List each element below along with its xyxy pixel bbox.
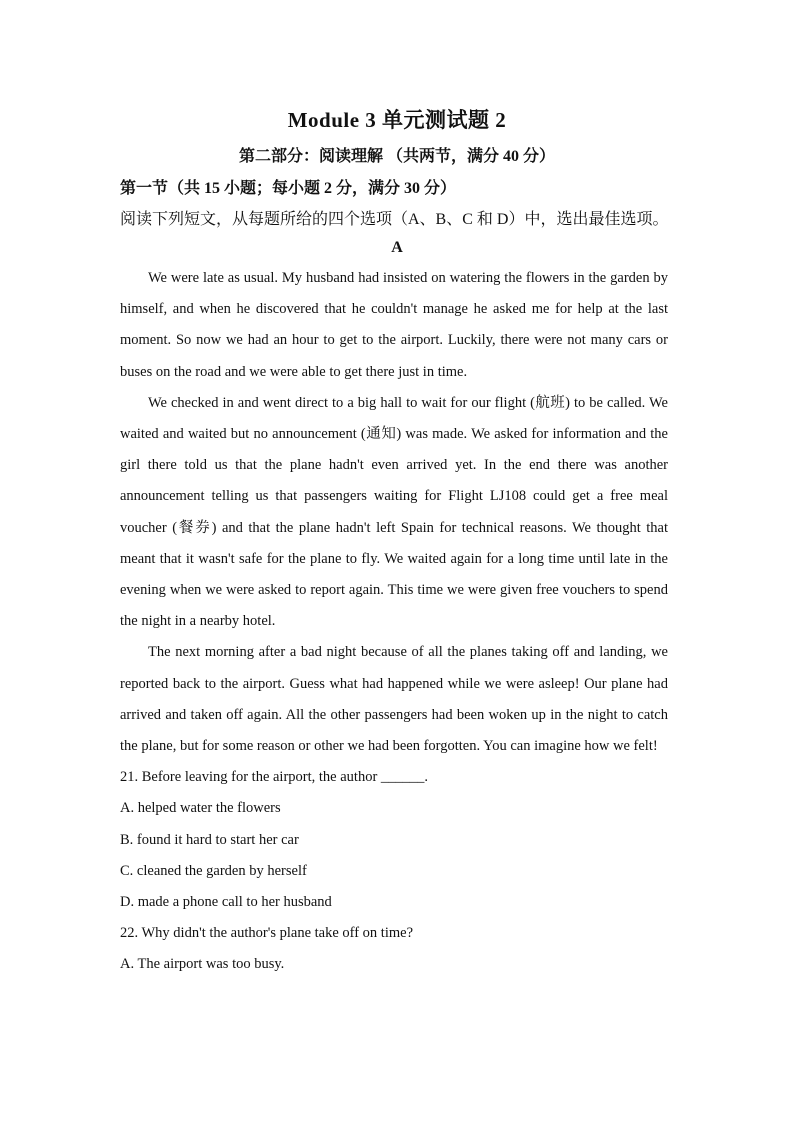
- passage-paragraph-2: We checked in and went direct to a big hall to wait for our flight (航班) to be called. We waited and waited but no announcement (通知) was made. We asked for information and the girl there told us that the plane hadn't even arrived yet. In the end there was another announcement telling us that passengers waiting for Flight LJ108 could get a free meal voucher (餐券) and that the plane hadn't left Spain for technical reasons. We thought that meant that it wasn't safe for the plane to fly. We waited again for a long time until late in the evening when we were asked to report again. This time we were given free vouchers to spend the night in a nearby hotel.: [120, 394, 668, 630]
- passage-label: A: [391, 239, 403, 256]
- passage-paragraph-3: The next morning after a bad night because of all the planes taking off and landing, we reported back to the airport. Guess what had happened while we were asleep! Our plane had arrived and taken off again. All the other passengers had been woken up in the night to catch the plane, but for some reason or other we had been forgotten. You can imagine how we felt!: [120, 644, 668, 755]
- passage-paragraph-1: We were late as usual. My husband had insisted on watering the flowers in the garden by himself, and when he discovered that he couldn't manage he asked me for help at the last moment. So now we had an hour to get to the airport. Luckily, there were not many cars or buses on the road and we were able to get there just in time.: [120, 270, 668, 380]
- instruction-text: 阅读下列短文，从每题所给的四个选项（A、B、C 和 D）中，选出最佳选项。: [120, 211, 669, 228]
- question-22-stem: 22. Why didn't the author's plane take off on time?: [120, 925, 414, 942]
- page-title: Module 3 单元测试题 2: [287, 108, 507, 132]
- passage-body: [120, 263, 668, 981]
- part-heading: 第二部分：阅读理解 （共两节，满分 40 分）: [238, 148, 555, 165]
- question-21-option-d: D. made a phone call to her husband: [120, 894, 332, 911]
- question-21-option-c: C. cleaned the garden by herself: [120, 862, 307, 879]
- question-21-stem: 21. Before leaving for the airport, the author ______.: [120, 769, 429, 786]
- question-22-option-a: A. The airport was too busy.: [120, 956, 285, 973]
- question-21-option-a: A. helped water the flowers: [120, 800, 281, 817]
- question-21-option-b: B. found it hard to start her car: [120, 831, 299, 848]
- section-heading: 第一节（共 15 小题；每小题 2 分，满分 30 分）: [120, 180, 457, 197]
